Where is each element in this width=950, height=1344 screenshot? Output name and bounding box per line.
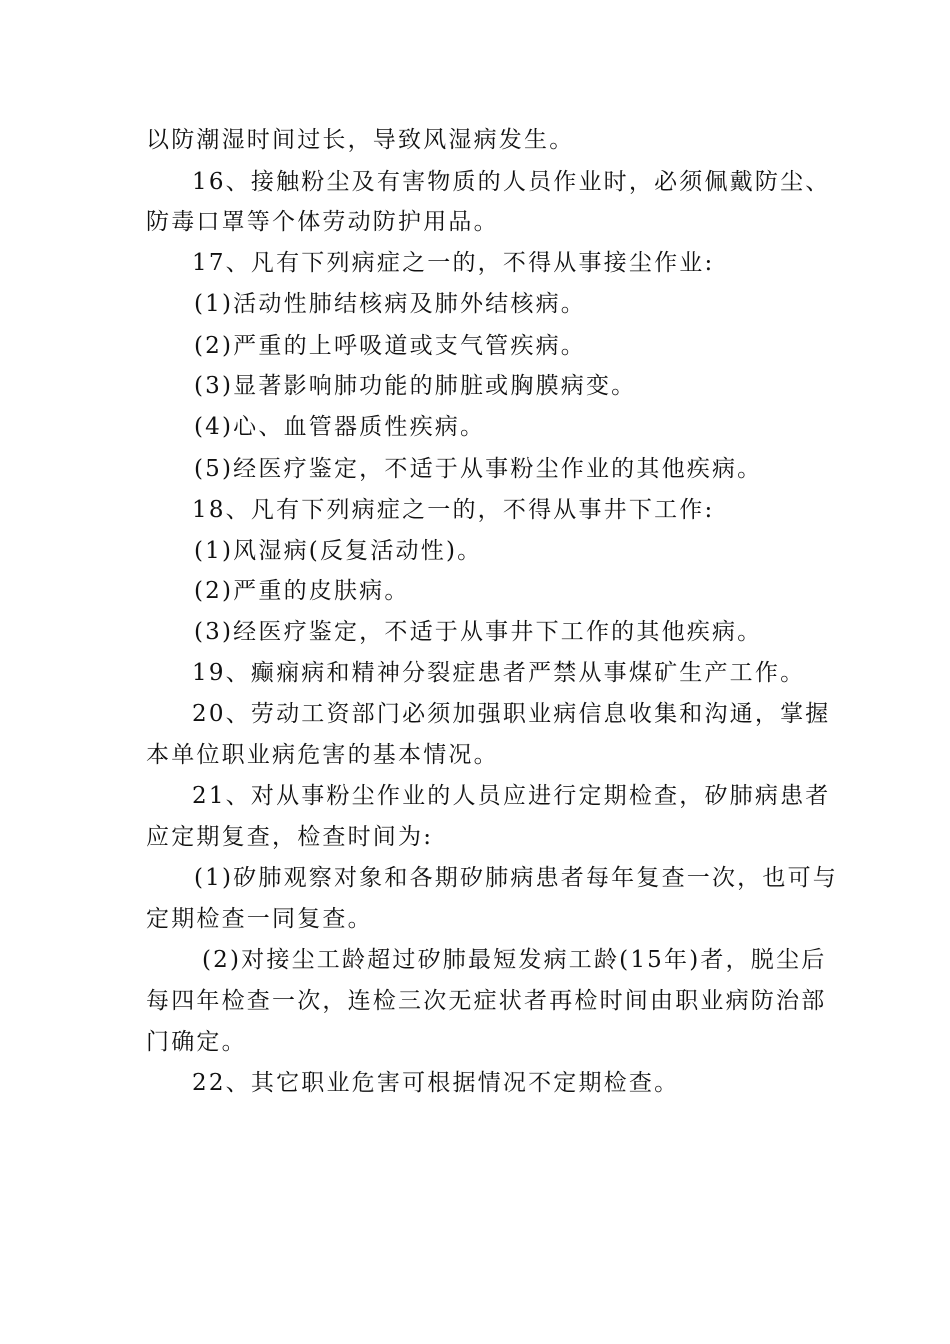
text-line: (1)风湿病(反复活动性)。 — [194, 538, 483, 564]
text-line: 以防潮湿时间过长，导致风湿病发生。 — [146, 127, 575, 153]
text-line: 22、其它职业危害可根据情况不定期检查。 — [192, 1070, 680, 1096]
text-line: (4)心、血管器质性疾病。 — [194, 414, 486, 440]
text-line: 21、对从事粉尘作业的人员应进行定期检查，矽肺病患者 — [192, 783, 831, 809]
text-line: 定期检查一同复查。 — [146, 906, 373, 932]
text-line: (1)矽肺观察对象和各期矽肺病患者每年复查一次，也可与 — [194, 865, 838, 891]
text-line: 门确定。 — [146, 1029, 247, 1055]
text-line: (3)经医疗鉴定，不适于从事井下工作的其他疾病。 — [194, 619, 763, 645]
text-line: 19、癫痫病和精神分裂症患者严禁从事煤矿生产工作。 — [192, 660, 806, 686]
text-line: 防毒口罩等个体劳动防护用品。 — [146, 209, 499, 235]
text-line: (1)活动性肺结核病及肺外结核病。 — [194, 291, 586, 317]
text-line: 16、接触粉尘及有害物质的人员作业时，必须佩戴防尘、 — [192, 169, 831, 195]
text-line: 应定期复查，检查时间为: — [146, 824, 434, 850]
text-line: 本单位职业病危害的基本情况。 — [146, 742, 499, 768]
text-line: (5)经医疗鉴定，不适于从事粉尘作业的其他疾病。 — [194, 456, 763, 482]
text-line: (2)对接尘工龄超过矽肺最短发病工龄(15年)者，脱尘后 — [202, 947, 827, 973]
text-line: (3)显著影响肺功能的肺脏或胸膜病变。 — [194, 373, 637, 399]
text-line: 17、凡有下列病症之一的，不得从事接尘作业: — [192, 250, 715, 276]
text-line: 18、凡有下列病症之一的，不得从事井下工作: — [192, 497, 715, 523]
text-line: (2)严重的皮肤病。 — [194, 578, 410, 604]
text-line: 每四年检查一次，连检三次无症状者再检时间由职业病防治部 — [146, 988, 827, 1014]
text-line: 20、劳动工资部门必须加强职业病信息收集和沟通，掌握 — [192, 701, 831, 727]
text-line: (2)严重的上呼吸道或支气管疾病。 — [194, 333, 586, 359]
